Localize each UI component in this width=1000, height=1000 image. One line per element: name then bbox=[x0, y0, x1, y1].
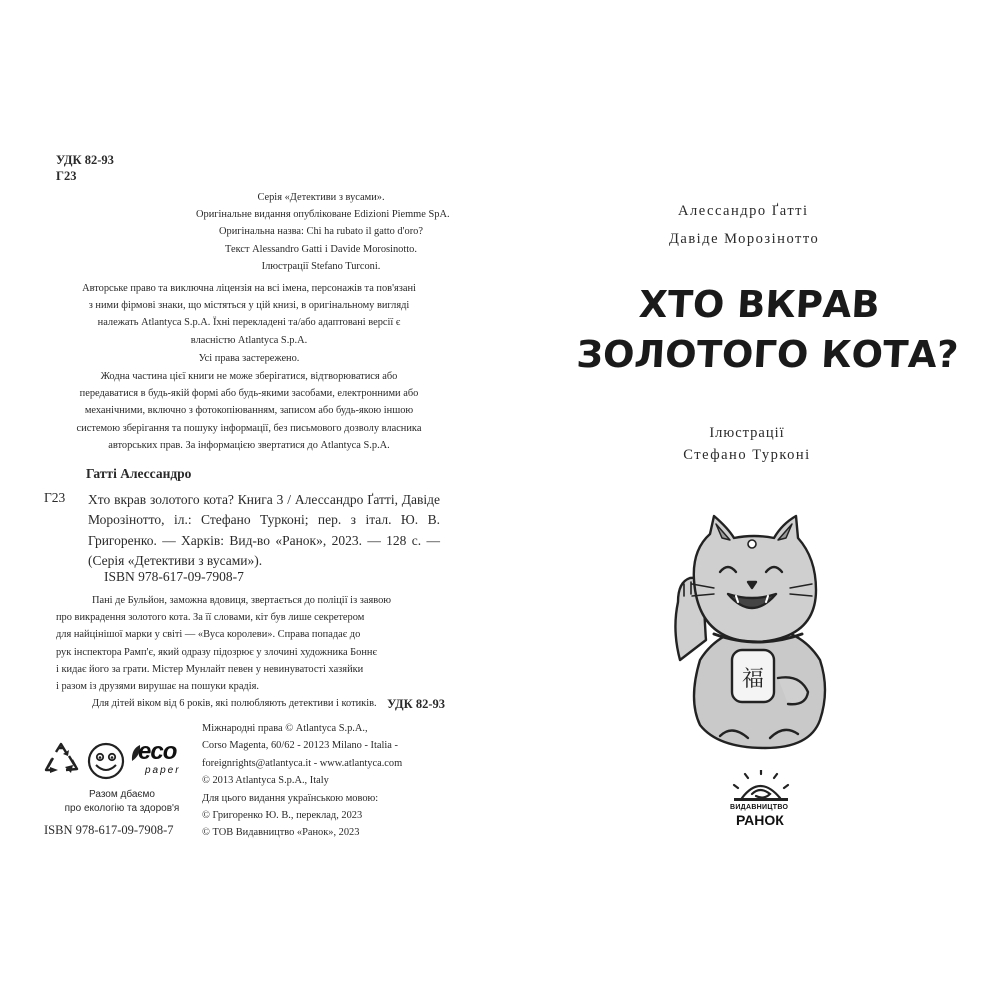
age-note: Для дітей віком від 6 років, які полюбляють детективи і котиків. bbox=[92, 698, 377, 710]
cat-drawing bbox=[670, 510, 830, 750]
eco-caption bbox=[42, 788, 202, 816]
intl-line: © 2013 Atlantyca S.p.A., Italy bbox=[202, 775, 329, 787]
author-name: Давіде Морозінотто bbox=[669, 231, 820, 247]
original-title-line: Оригінальна назва: Chi ha rubato il gatto d'oro? bbox=[219, 226, 423, 238]
intl-line: Для цього видання українською мовою: bbox=[202, 792, 379, 804]
series-line: Серія «Детективи з вусами». bbox=[257, 192, 385, 203]
intl-line: © ТОВ Видавництво «Ранок», 2023 bbox=[202, 827, 360, 839]
lucky-cat-illustration bbox=[670, 510, 830, 750]
intl-line: Corso Magenta, 60/62 - 20123 Milano - Italia - bbox=[202, 740, 398, 752]
rights-line: Авторське право та виключна ліцензія на всі імена, персонажів та пов'язані bbox=[82, 283, 416, 294]
notice-line: передаватися в будь-якій формі або будь-якими засобами, електронними або bbox=[79, 388, 419, 400]
original-edition-line: Оригінальне видання опубліковане Edizioni Piemme SpA. bbox=[196, 209, 450, 221]
book-summary bbox=[56, 592, 442, 712]
summary-line: і кидає його за грати. Містер Мунлайт певен у невинуватості хазяйки bbox=[56, 663, 364, 675]
reproduction-notice bbox=[56, 368, 442, 454]
notice-line: Жодна частина цієї книги не може зберігатися, відтворюватися або bbox=[100, 371, 398, 382]
publisher-logo bbox=[726, 770, 796, 830]
eco-logos bbox=[42, 740, 198, 784]
rights-line: власністю Atlantyca S.p.A. bbox=[190, 334, 308, 346]
udk-bottom: УДК 82-93 bbox=[387, 697, 445, 711]
udk-top-block bbox=[56, 152, 114, 184]
intl-line: © Григоренко Ю. В., переклад, 2023 bbox=[202, 810, 363, 822]
illustrations-label: Ілюстрації bbox=[709, 425, 785, 441]
eco-caption-line: про екологію та здоров'я bbox=[64, 803, 180, 814]
summary-line: про викрадення золотого кота. За її словами, кіт був лише секретером bbox=[56, 612, 365, 624]
summary-line: рук інспектора Рамп'є, який одразу підозрює у злочині художника Боннє bbox=[56, 646, 377, 658]
summary-line: Пані де Бульйон, заможна вдовиця, звертається до поліції із заявою bbox=[92, 595, 392, 606]
notice-line: механічними, включно з фотокопіюванням, записом або будь-якою іншою bbox=[84, 405, 414, 417]
text-authors-line: Текст Alessandro Gatti і Davide Morosinotto. bbox=[225, 243, 417, 255]
isbn-bottom: ISBN 978-617-09-7908-7 bbox=[44, 823, 174, 837]
title-line: ХТО ВКРАВ bbox=[637, 283, 881, 326]
notice-line: авторських прав. За інформацією звертатися до Atlantyca S.p.A. bbox=[108, 439, 390, 451]
intl-line: Міжнародні права © Atlantyca S.p.A., bbox=[202, 723, 368, 734]
illustrator-name: Стефано Турконі bbox=[683, 447, 811, 463]
illustrations-line: Ілюстрації Stefano Turconi. bbox=[261, 260, 381, 272]
author-name: Алессандро Ґатті bbox=[678, 203, 809, 219]
summary-line: і разом із друзями вирушає на пошуки крадія. bbox=[56, 681, 259, 693]
international-rights bbox=[202, 720, 452, 842]
eco-wordmark: eco bbox=[138, 738, 177, 765]
rights-line: належать Atlantyca S.p.A. Їхні перекладені та/або адаптовані версії є bbox=[97, 317, 401, 329]
all-rights-reserved: Усі права застережено. bbox=[198, 353, 300, 364]
author-mark: Г23 bbox=[56, 169, 77, 183]
smiley-icon bbox=[86, 740, 130, 784]
summary-line: для найцінішої марки у світі — «Вуса королеви». Справа попадає до bbox=[56, 629, 361, 641]
cat-tag-glyph: 福 bbox=[741, 667, 765, 692]
catalog-code: Г23 bbox=[44, 490, 66, 505]
intl-line: foreignrights@atlantyca.it - www.atlantyca.com bbox=[202, 757, 403, 769]
eco-caption-line: Разом дбаємо bbox=[89, 789, 155, 800]
book-title bbox=[575, 280, 960, 380]
title-line: ЗОЛОТОГО КОТА? bbox=[575, 333, 960, 376]
eco-paper-label: paper bbox=[145, 765, 181, 776]
catalog-description: Хто вкрав золотого кота? Книга 3 / Алессандро Ґатті, Давіде Морозінотто, іл.: Стефано Турконі; пер. з італ. Ю. В. Григоренко. — Харків: Вид-во «Ранок», 2023. — 128 с. — (Серія «Детективи з вусами»). bbox=[88, 492, 440, 569]
udk-code: УДК 82-93 bbox=[56, 153, 114, 167]
rights-line: з ними фірмові знаки, що містяться у цій книзі, в оригінальному вигляді bbox=[88, 300, 410, 312]
notice-line: системою зберігання та пошуку інформації, без письмового дозволу власника bbox=[76, 422, 422, 434]
copyright-notice bbox=[56, 280, 442, 349]
publisher-small-text: ВИДАВНИЦТВО bbox=[730, 804, 789, 811]
catalog-author: Гатті Алессандро bbox=[86, 466, 192, 481]
publisher-name: РАНОК bbox=[736, 812, 784, 828]
edition-info bbox=[196, 189, 450, 275]
isbn-main: ISBN 978-617-09-7908-7 bbox=[104, 569, 244, 584]
